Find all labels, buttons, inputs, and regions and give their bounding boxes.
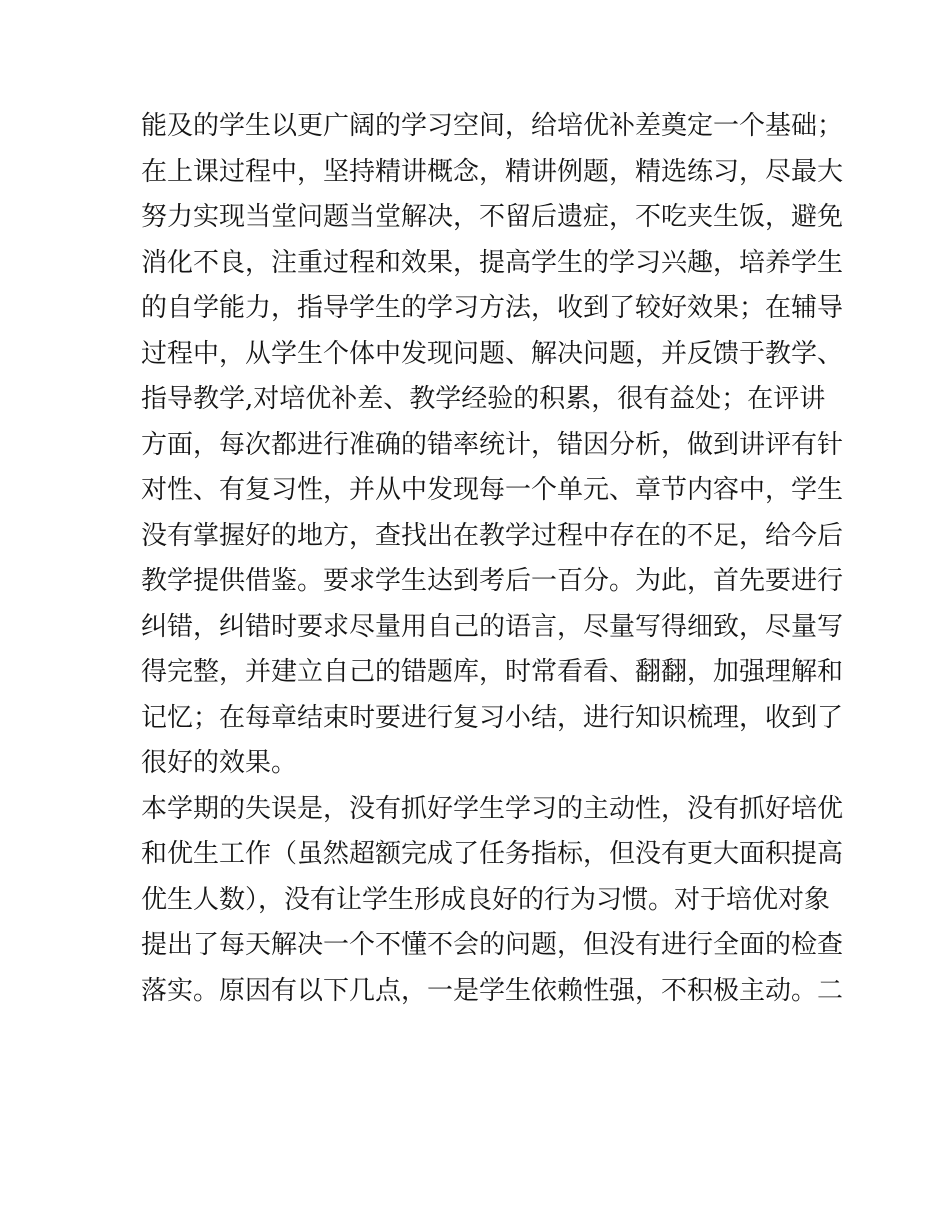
text-line: 努力实现当堂问题当堂解决，不留后遗症，不吃夹生饭，避免 (141, 202, 844, 232)
text-line: 指导教学,对培优补差、教学经验的积累，很有益处；在评讲 (141, 384, 826, 414)
text-line: 的自学能力，指导学生的学习方法，收到了较好效果；在辅导 (141, 293, 844, 323)
text-line: 能及的学生以更广阔的学习空间，给培优补差奠定一个基础； (141, 111, 844, 141)
text-line: 记忆；在每章结束时要进行复习小结，进行知识梳理，收到了 (141, 702, 844, 733)
text-line: 消化不良，注重过程和效果，提高学生的学习兴趣，培养学生 (141, 247, 844, 278)
text-line: 没有掌握好的地方，查找出在教学过程中存在的不足，给今后 (141, 520, 844, 551)
text-line: 提出了每天解决一个不懂不会的问题，但没有进行全面的检查 (141, 930, 844, 960)
text-line: 对性、有复习性，并从中发现每一个单元、章节内容中，学生 (141, 475, 844, 505)
text-line: 得完整，并建立自己的错题库，时常看看、翻翻，加强理解和 (141, 657, 844, 687)
text-line: 本学期的失误是，没有抓好学生学习的主动性，没有抓好培优 (141, 793, 844, 824)
text-line: 纠错，纠错时要求尽量用自己的语言，尽量写得细致，尽量写 (141, 611, 844, 642)
text-line: 优生人数），没有让学生形成良好的行为习惯。对于培优对象 (141, 884, 831, 915)
text-line: 很好的效果。 (141, 748, 298, 778)
text-line: 过程中，从学生个体中发现问题、解决问题，并反馈于教学、 (141, 338, 844, 369)
text-line: 在上课过程中，坚持精讲概念，精讲例题，精选练习，尽最大 (141, 156, 844, 187)
body-text (141, 104, 844, 1014)
text-line: 教学提供借鉴。要求学生达到考后一百分。为此，首先要进行 (141, 566, 844, 596)
text-line: 方面，每次都进行准确的错率统计，错因分析，做到讲评有针 (141, 429, 844, 460)
text-line: 落实。原因有以下几点，一是学生依赖性强，不积极主动。二 (141, 975, 844, 1006)
text-line: 和优生工作（虽然超额完成了任务指标，但没有更大面积提高 (141, 839, 844, 869)
